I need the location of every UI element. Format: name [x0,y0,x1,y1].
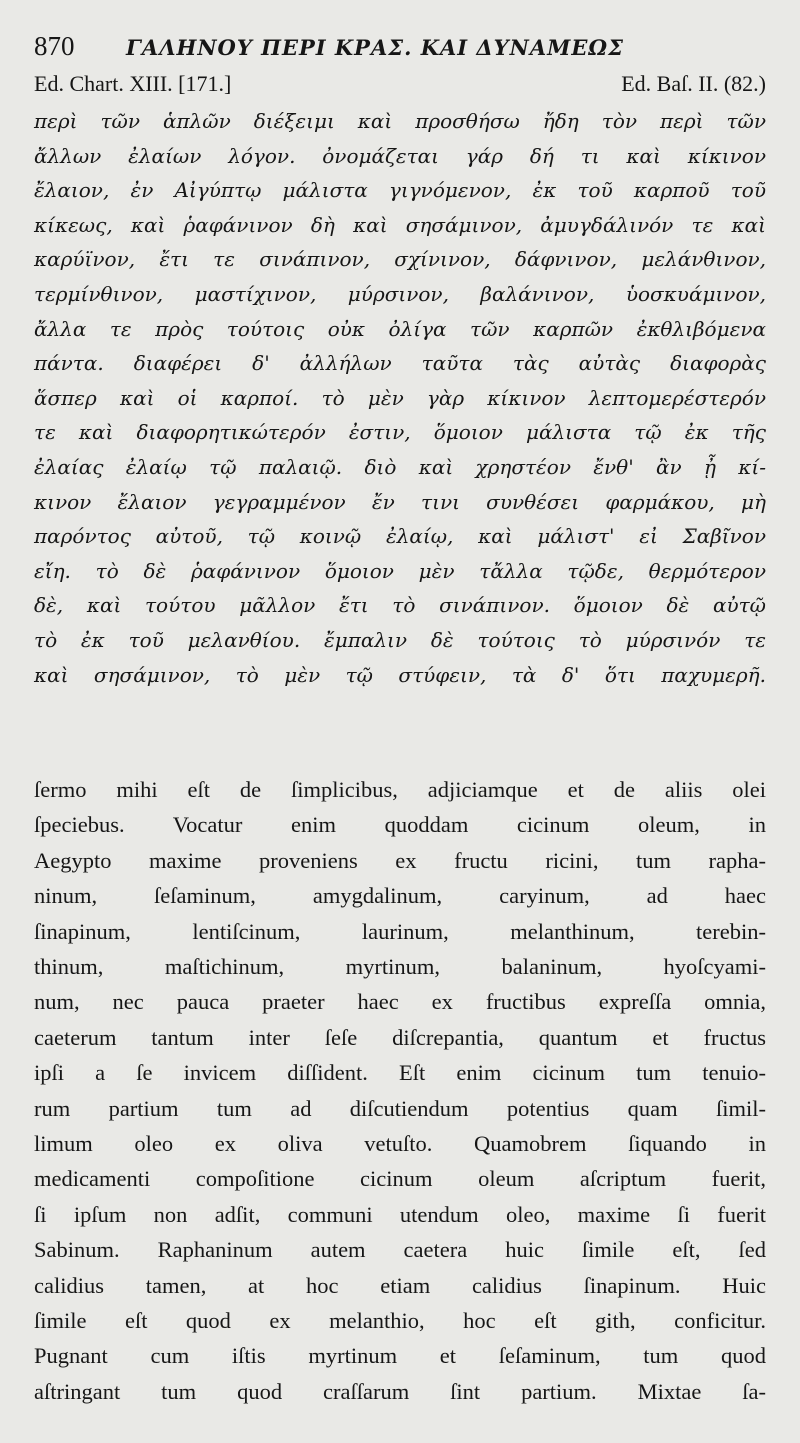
greek-line: εἴη. τὸ δὲ ῥαφάνινον ὅμοιον μὲν τἄλλα τῷδε, θερμότερον [34,558,766,583]
latin-line: ſi ipſum non adſit, communi utendum oleo, maxime ſi fuerit [34,1201,766,1227]
latin-text-block [34,772,766,1409]
edition-references [34,70,766,102]
latin-line: ſpeciebus. Vocatur enim quoddam cicinum oleum, in [34,812,766,838]
latin-line: Aegypto maxime proveniens ex fructu ricini, tum rapha- [34,847,766,873]
latin-line: ipſi a ſe invicem diſſident. Eſt enim cicinum tum tenuio- [34,1060,766,1086]
latin-line: calidius tamen, at hoc etiam calidius ſinapinum. Huic [34,1272,766,1298]
greek-line: ἐλαίας ἐλαίῳ τῷ παλαιῷ. διὸ καὶ χρηστέον ἔνθ' ἂν ᾖ κί- [34,454,766,479]
page-header [34,30,766,70]
latin-line: caeterum tantum inter ſeſe diſcrepantia, quantum et fructus [34,1024,766,1050]
greek-line: παρόντος αὐτοῦ, τῷ κοινῷ ἐλαίῳ, καὶ μάλιστ' εἰ Σαβῖνον [34,524,766,549]
latin-line: limum oleo ex oliva vetuſto. Quamobrem ſiquando in [34,1131,766,1156]
latin-line: ſimile eſt quod ex melanthio, hoc eſt gith, conficitur. [34,1307,766,1333]
greek-line: κίκεως, καὶ ῥαφάνινον δὴ καὶ σησάμινον, ἀμυγδάλινόν τε καὶ [34,212,766,237]
greek-line: ἄλλων ἐλαίων λόγον. ὀνομάζεται γάρ δή τι καὶ κίκινον [34,143,766,168]
edition-left: Ed. Chart. XIII. [171.] [34,71,232,96]
latin-line: thinum, maſtichinum, myrtinum, balaninum, hyoſcyami- [34,954,766,980]
greek-line: κινον ἔλαιον γεγραμμένον ἔν τινι συνθέσει φαρμάκου, μὴ [34,489,766,514]
greek-line: πάντα. διαφέρει δ' ἀλλήλων ταῦτα τὰς αὐτὰς διαφορὰς [34,351,766,376]
greek-line: περὶ τῶν ἁπλῶν διέξειμι καὶ προσθήσω ἤδη τὸν περὶ τῶν [34,109,766,133]
latin-line: Sabinum. Raphaninum autem caetera huic ſimile eſt, ſed [34,1237,766,1263]
greek-line: καὶ σησάμινον, τὸ μὲν τῷ στύφειν, τὰ δ' ὅτι παχυμερῆ. [34,662,766,687]
greek-line: ἅσπερ καὶ οἱ καρποί. τὸ μὲν γὰρ κίκινον λεπτομερέστερόν [34,385,766,410]
latin-line: num, nec pauca praeter haec ex fructibus expreſſa omnia, [34,989,766,1015]
greek-line: δὲ, καὶ τούτου μᾶλλον ἔτι τὸ σινάπινον. ὅμοιον δὲ αὐτῷ [34,593,766,618]
latin-line: rum partium tum ad diſcutiendum potentius quam ſimil- [34,1095,766,1121]
greek-text-block [34,104,766,692]
greek-line: καρύϊνον, ἔτι τε σινάπινον, σχίνινον, δάφνινον, μελάνθινον, [34,247,766,272]
greek-line: τερμίνθινον, μαστίχινον, μύρσινον, βαλάνινον, ὑοσκυάμινον, [34,281,766,306]
greek-line: ἄλλα τε πρὸς τούτοις οὐκ ὀλίγα τῶν καρπῶν ἐκθλιβόμενα [34,316,766,341]
latin-line: Pugnant cum iſtis myrtinum et ſeſaminum, tum quod [34,1343,766,1369]
latin-line: ſermo mihi eſt de ſimplicibus, adjiciamque et de aliis olei [34,777,766,803]
column-gap [34,692,766,772]
greek-line: τὸ ἐκ τοῦ μελανθίου. ἔμπαλιν δὲ τούτοις τὸ μύρσινόν τε [34,627,766,652]
latin-line: ninum, ſeſaminum, amygdalinum, caryinum, ad haec [34,883,766,909]
latin-line: medicamenti compoſitione cicinum oleum aſcriptum fuerit, [34,1166,766,1192]
latin-line: ſinapinum, lentiſcinum, laurinum, melanthinum, terebin- [34,918,766,944]
greek-line: ἔλαιον, ἐν Αἰγύπτῳ μάλιστα γιγνόμενον, ἐκ τοῦ καρποῦ τοῦ [34,178,766,203]
greek-line: τε καὶ διαφορητικώτερόν ἐστιν, ὅμοιον μάλιστα τῷ ἐκ τῆς [34,420,766,445]
edition-right: Ed. Baſ. II. (82.) [621,71,766,96]
latin-line: aſtringant tum quod craſſarum ſint partium. Mixtae ſa- [34,1378,766,1404]
page-number: 870 [34,31,75,61]
running-title: ΓΑΛΗΝΟΥ ΠΕΡΙ ΚΡΑΣ. ΚΑΙ ΔΥΝΑΜΕΩΣ [126,35,624,60]
